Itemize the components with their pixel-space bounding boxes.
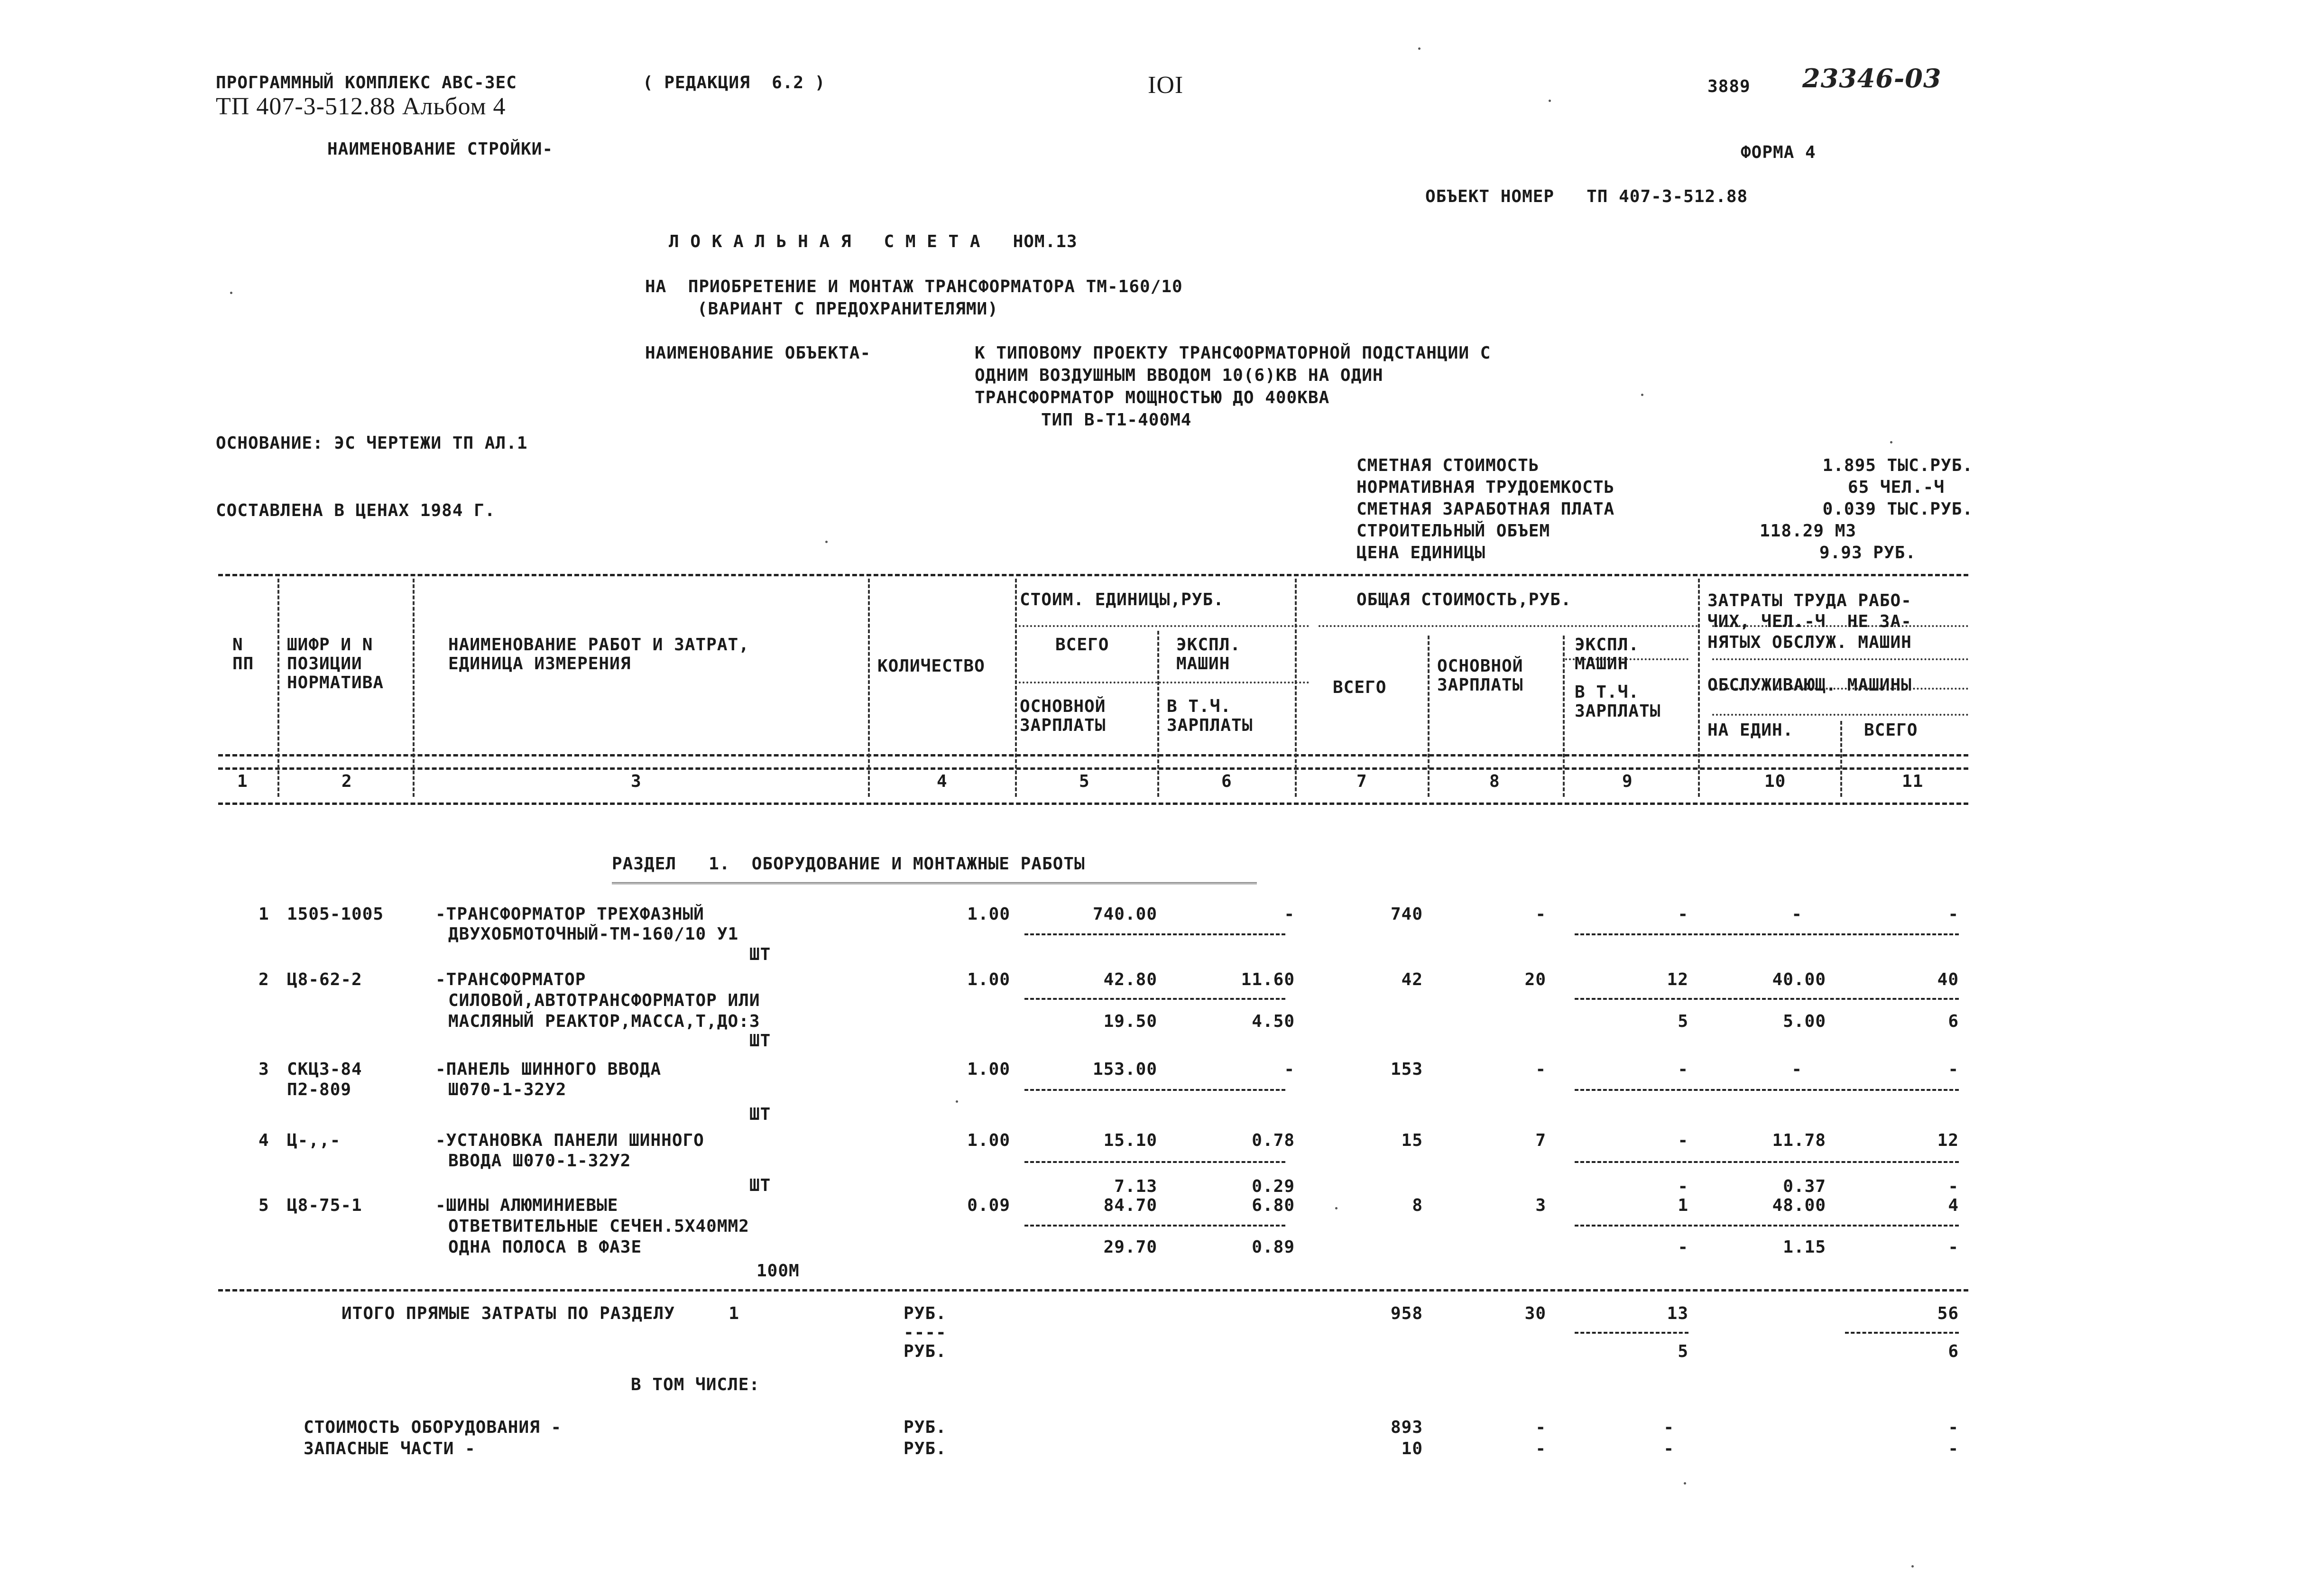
row-name-line: -ШИНЫ АЛЮМИНИЕВЫЕ <box>435 1196 618 1215</box>
col-header-n: N ПП <box>232 635 254 673</box>
equipment-unit: РУБ. <box>904 1418 947 1437</box>
row-code: СКЦ3-84 <box>287 1060 362 1079</box>
spares-dash: - <box>1663 1439 1674 1458</box>
totals-unit: РУБ. <box>904 1304 947 1323</box>
col-header-unit-mach: ЭКСПЛ. МАШИН <box>1176 635 1241 673</box>
col-header-qty: КОЛИЧЕСТВО <box>877 656 985 676</box>
construction-name-label: НАИМЕНОВАНИЕ СТРОЙКИ- <box>327 139 553 159</box>
row-total-wage: - <box>1535 1060 1546 1079</box>
row-name-line: МАСЛЯНЫЙ РЕАКТОР,МАССА,Т,ДО:3 <box>448 1012 760 1031</box>
row-code: 1505-1005 <box>287 904 384 924</box>
col-header-labor-total: ВСЕГО <box>1864 720 1918 740</box>
row-labor-total: - <box>1948 904 1959 924</box>
row-total-mach: - <box>1678 904 1688 924</box>
scan-speck <box>230 292 232 294</box>
row-unit-total: 153.00 <box>1092 1060 1157 1079</box>
row-code: Ц8-62-2 <box>287 970 362 989</box>
row-labor-unit: 48.00 <box>1772 1196 1826 1215</box>
col-header-labor-mach: ОБСЛУЖИВАЮЩ. МАШИНЫ <box>1707 675 1912 695</box>
row-name-line: ВВОДА Ш070-1-32У2 <box>448 1151 631 1171</box>
album-label: ТП 407-3-512.88 Альбом 4 <box>216 93 506 120</box>
summary-value: 65 ЧЕЛ.-Ч <box>1847 478 1945 497</box>
row-total-mach-wage: 5 <box>1678 1012 1688 1031</box>
row-name-line: -ПАНЕЛЬ ШИННОГО ВВОДА <box>435 1060 662 1079</box>
row-total-mach: - <box>1678 1060 1688 1079</box>
totals-label: ИТОГО ПРЯМЫЕ ЗАТРАТЫ ПО РАЗДЕЛУ 1 <box>341 1304 739 1323</box>
summary-value: 0.039 ТЫС.РУБ. <box>1822 499 1973 519</box>
row-total-wage: 3 <box>1535 1196 1546 1215</box>
object-name-line-1: К ТИПОВОМУ ПРОЕКТУ ТРАНСФОРМАТОРНОЙ ПОДСТАНЦИИ С <box>975 343 1491 363</box>
row-labor-total: 12 <box>1937 1131 1959 1150</box>
row-total-mach: 1 <box>1678 1196 1688 1215</box>
section-title: РАЗДЕЛ 1. ОБОРУДОВАНИЕ И МОНТАЖНЫЕ РАБОТЫ <box>612 854 1085 874</box>
estimate-heading: Л О К А Л Ь Н А Я С М Е Т А НОМ.13 <box>669 232 1078 251</box>
scan-speck <box>1418 47 1421 50</box>
row-number: 2 <box>258 970 269 989</box>
col-number: 5 <box>1079 772 1090 791</box>
summary-label: ЦЕНА ЕДИНИЦЫ <box>1356 543 1486 563</box>
section-underline <box>612 882 1257 887</box>
row-labor-unit-2: 1.15 <box>1783 1237 1826 1257</box>
row-unit: ШТ <box>749 945 771 964</box>
scan-speck <box>1911 1565 1914 1568</box>
col-header-labor-unit: НА ЕДИН. <box>1707 720 1794 740</box>
row-labor-unit: 11.78 <box>1772 1131 1826 1150</box>
col-number: 9 <box>1622 772 1633 791</box>
row-number: 5 <box>258 1196 269 1215</box>
row-total: 740 <box>1390 904 1423 924</box>
summary-label: СМЕТНАЯ СТОИМОСТЬ <box>1356 456 1540 475</box>
row-unit-total: 15.10 <box>1103 1131 1157 1150</box>
equipment-value: 893 <box>1390 1418 1423 1437</box>
totals-mach: 13 <box>1667 1304 1688 1323</box>
scan-speck <box>1684 1482 1686 1485</box>
row-code: Ц-,,- <box>287 1131 341 1150</box>
col-header-unit-base-wage: ОСНОВНОЙ ЗАРПЛАТЫ <box>1020 697 1106 735</box>
row-total-mach-wage: - <box>1678 1237 1688 1257</box>
row-total: 8 <box>1412 1196 1423 1215</box>
summary-value: 118.29 М3 <box>1760 521 1857 541</box>
row-name-line: -ТРАНСФОРМАТОР ТРЕХФАЗНЫЙ <box>435 904 704 924</box>
object-name-line-2: ОДНИМ ВОЗДУШНЫМ ВВОДОМ 10(6)КВ НА ОДИН <box>975 366 1384 385</box>
row-qty: 1.00 <box>967 1131 1010 1150</box>
row-labor-total-2: 6 <box>1948 1012 1959 1031</box>
row-total-wage: - <box>1535 904 1546 924</box>
summary-value: 1.895 ТЫС.РУБ. <box>1822 456 1973 475</box>
row-total: 42 <box>1401 970 1423 989</box>
row-labor-unit-2: 5.00 <box>1783 1012 1826 1031</box>
spares-dash: - <box>1535 1439 1546 1458</box>
equipment-dash: - <box>1535 1418 1546 1437</box>
row-number: 3 <box>258 1060 269 1079</box>
col-number: 10 <box>1764 772 1786 791</box>
edition: ( РЕДАКЦИЯ 6.2 ) <box>643 73 826 92</box>
row-qty: 1.00 <box>967 970 1010 989</box>
row-code: Ц8-75-1 <box>287 1196 362 1215</box>
row-unit-mach: - <box>1284 904 1295 924</box>
row-qty: 1.00 <box>967 904 1010 924</box>
page-number: IOI <box>1148 72 1184 99</box>
basis-line: ОСНОВАНИЕ: ЭС ЧЕРТЕЖИ ТП АЛ.1 <box>216 434 528 453</box>
row-name-line: -ТРАНСФОРМАТОР <box>435 970 586 989</box>
summary-value: 9.93 РУБ. <box>1819 543 1916 563</box>
row-unit-wage: 19.50 <box>1103 1012 1157 1031</box>
row-unit: ШТ <box>749 1105 771 1124</box>
row-name-line: -УСТАНОВКА ПАНЕЛИ ШИННОГО <box>435 1131 704 1150</box>
row-qty: 1.00 <box>967 1060 1010 1079</box>
col-header-total-all: ВСЕГО <box>1333 678 1387 697</box>
row-name-line: Ш070-1-32У2 <box>448 1080 567 1099</box>
row-name-line: ДВУХОБМОТОЧНЫЙ-ТМ-160/10 У1 <box>448 924 739 944</box>
row-unit-mach: 11.60 <box>1241 970 1295 989</box>
row-qty: 0.09 <box>967 1196 1010 1215</box>
doc-id-handwritten: 23346-03 <box>1802 63 1942 93</box>
row-unit-total: 740.00 <box>1092 904 1157 924</box>
row-unit-total: 84.70 <box>1103 1196 1157 1215</box>
estimate-subject-1: НА ПРИОБРЕТЕНИЕ И МОНТАЖ ТРАНСФОРМАТОРА ТМ-160/10 <box>645 277 1183 296</box>
equipment-dash: - <box>1948 1418 1959 1437</box>
object-name-line-4: ТИП В-Т1-400М4 <box>1041 410 1192 430</box>
program-name: ПРОГРАММНЫЙ КОМПЛЕКС АВС-3ЕС <box>216 73 517 92</box>
col-number: 4 <box>937 772 948 791</box>
including-label: В ТОМ ЧИСЛЕ: <box>631 1375 760 1394</box>
scan-speck <box>1641 394 1643 396</box>
row-unit: ШТ <box>749 1176 771 1195</box>
col-header-unit-total: ВСЕГО <box>1055 635 1109 655</box>
row-labor-total: - <box>1948 1060 1959 1079</box>
object-number: ОБЪЕКТ НОМЕР ТП 407-3-512.88 <box>1425 187 1748 206</box>
totals-labor-2: 6 <box>1948 1342 1959 1361</box>
totals-unit-2: РУБ. <box>904 1342 947 1361</box>
summary-label: СМЕТНАЯ ЗАРАБОТНАЯ ПЛАТА <box>1356 499 1615 519</box>
row-name-line: ОТВЕТВИТЕЛЬНЫЕ СЕЧЕН.5Х40ММ2 <box>448 1217 749 1236</box>
row-labor-total: 4 <box>1948 1196 1959 1215</box>
row-unit-total: 42.80 <box>1103 970 1157 989</box>
row-total-mach: 12 <box>1667 970 1688 989</box>
row-unit-mach: 6.80 <box>1252 1196 1295 1215</box>
col-number: 3 <box>631 772 642 791</box>
scan-speck <box>825 541 828 543</box>
col-number: 2 <box>341 772 352 791</box>
col-number: 7 <box>1356 772 1367 791</box>
totals-labor: 56 <box>1937 1304 1959 1323</box>
row-total-mach: - <box>1678 1131 1688 1150</box>
totals-total: 958 <box>1390 1304 1423 1323</box>
totals-separator <box>218 1289 1968 1292</box>
col-header-name: НАИМЕНОВАНИЕ РАБОТ И ЗАТРАТ, ЕДИНИЦА ИЗМЕРЕНИЯ <box>448 635 749 673</box>
row-code-2: П2-809 <box>287 1080 352 1099</box>
row-total-wage: 7 <box>1535 1131 1546 1150</box>
row-labor-unit: - <box>1791 1060 1802 1079</box>
col-header-total-incl-wage: В Т.Ч. ЗАРПЛАТЫ <box>1575 683 1661 721</box>
col-number: 6 <box>1221 772 1232 791</box>
row-unit-mach: - <box>1284 1060 1295 1079</box>
row-labor-unit: 40.00 <box>1772 970 1826 989</box>
row-total-mach-wage: - <box>1678 1177 1688 1196</box>
form-label: ФОРМА 4 <box>1741 143 1816 162</box>
col-header-code: ШИФР И N ПОЗИЦИИ НОРМАТИВА <box>287 635 384 692</box>
object-name-line-3: ТРАНСФОРМАТОР МОЩНОСТЬЮ ДО 400КВА <box>975 388 1330 407</box>
header-code: 3889 <box>1707 77 1751 96</box>
summary-label: СТРОИТЕЛЬНЫЙ ОБЪЕМ <box>1356 521 1550 541</box>
col-header-total-base-wage: ОСНОВНОЙ ЗАРПЛАТЫ <box>1437 656 1523 695</box>
row-name-line: СИЛОВОЙ,АВТОТРАНСФОРМАТОР ИЛИ <box>448 991 760 1010</box>
spares-label: ЗАПАСНЫЕ ЧАСТИ - <box>304 1439 476 1458</box>
row-labor-unit-2: 0.37 <box>1783 1177 1826 1196</box>
totals-wage: 30 <box>1524 1304 1546 1323</box>
col-header-unit-incl-wage: В Т.Ч. ЗАРПЛАТЫ <box>1167 697 1253 735</box>
totals-mach-wage: 5 <box>1678 1342 1688 1361</box>
scan-speck <box>1890 441 1892 443</box>
scan-speck <box>956 1100 958 1103</box>
equipment-label: СТОИМОСТЬ ОБОРУДОВАНИЯ - <box>304 1418 562 1437</box>
row-labor-unit: - <box>1791 904 1802 924</box>
row-unit-mach-wage: 4.50 <box>1252 1012 1295 1031</box>
row-number: 4 <box>258 1131 269 1150</box>
col-header-labor: ЗАТРАТЫ ТРУДА РАБО- ЧИХ, ЧЕЛ.-Ч НЕ ЗА- НЯТЫХ ОБСЛУЖ. МАШИН <box>1707 591 1912 652</box>
row-labor-total-2: - <box>1948 1237 1959 1257</box>
spares-value: 10 <box>1401 1439 1423 1458</box>
row-labor-total: 40 <box>1937 970 1959 989</box>
row-labor-total-2: - <box>1948 1177 1959 1196</box>
scan-speck <box>1335 1207 1338 1209</box>
summary-label: НОРМАТИВНАЯ ТРУДОЕМКОСТЬ <box>1356 478 1615 497</box>
row-unit-mach-wage: 0.89 <box>1252 1237 1295 1257</box>
object-name-label: НАИМЕНОВАНИЕ ОБЪЕКТА- <box>645 343 871 363</box>
col-header-total-cost: ОБЩАЯ СТОИМОСТЬ,РУБ. <box>1356 590 1572 609</box>
row-total: 15 <box>1401 1131 1423 1150</box>
row-total: 153 <box>1390 1060 1423 1079</box>
scan-speck <box>1549 100 1551 102</box>
prices-line: СОСТАВЛЕНА В ЦЕНАХ 1984 Г. <box>216 501 496 520</box>
equipment-dash: - <box>1663 1418 1674 1437</box>
spares-unit: РУБ. <box>904 1439 947 1458</box>
row-name-line: ОДНА ПОЛОСА В ФАЗЕ <box>448 1237 642 1257</box>
col-number: 1 <box>237 772 248 791</box>
row-unit-mach-wage: 0.29 <box>1252 1177 1295 1196</box>
row-number: 1 <box>258 904 269 924</box>
col-header-unit-cost: СТОИМ. ЕДИНИЦЫ,РУБ. <box>1020 590 1224 609</box>
estimate-subject-2: (ВАРИАНТ С ПРЕДОХРАНИТЕЛЯМИ) <box>697 299 998 319</box>
row-unit: 100М <box>756 1261 800 1281</box>
row-unit-mach: 0.78 <box>1252 1131 1295 1150</box>
spares-dash: - <box>1948 1439 1959 1458</box>
col-number: 11 <box>1902 772 1924 791</box>
totals-unit-sep: ---- <box>904 1323 947 1342</box>
row-unit: ШТ <box>749 1031 771 1051</box>
row-unit-wage: 7.13 <box>1114 1177 1157 1196</box>
row-unit-wage: 29.70 <box>1103 1237 1157 1257</box>
col-header-total-mach: ЭКСПЛ. МАШИН <box>1575 635 1640 673</box>
col-number: 8 <box>1489 772 1500 791</box>
row-total-wage: 20 <box>1524 970 1546 989</box>
